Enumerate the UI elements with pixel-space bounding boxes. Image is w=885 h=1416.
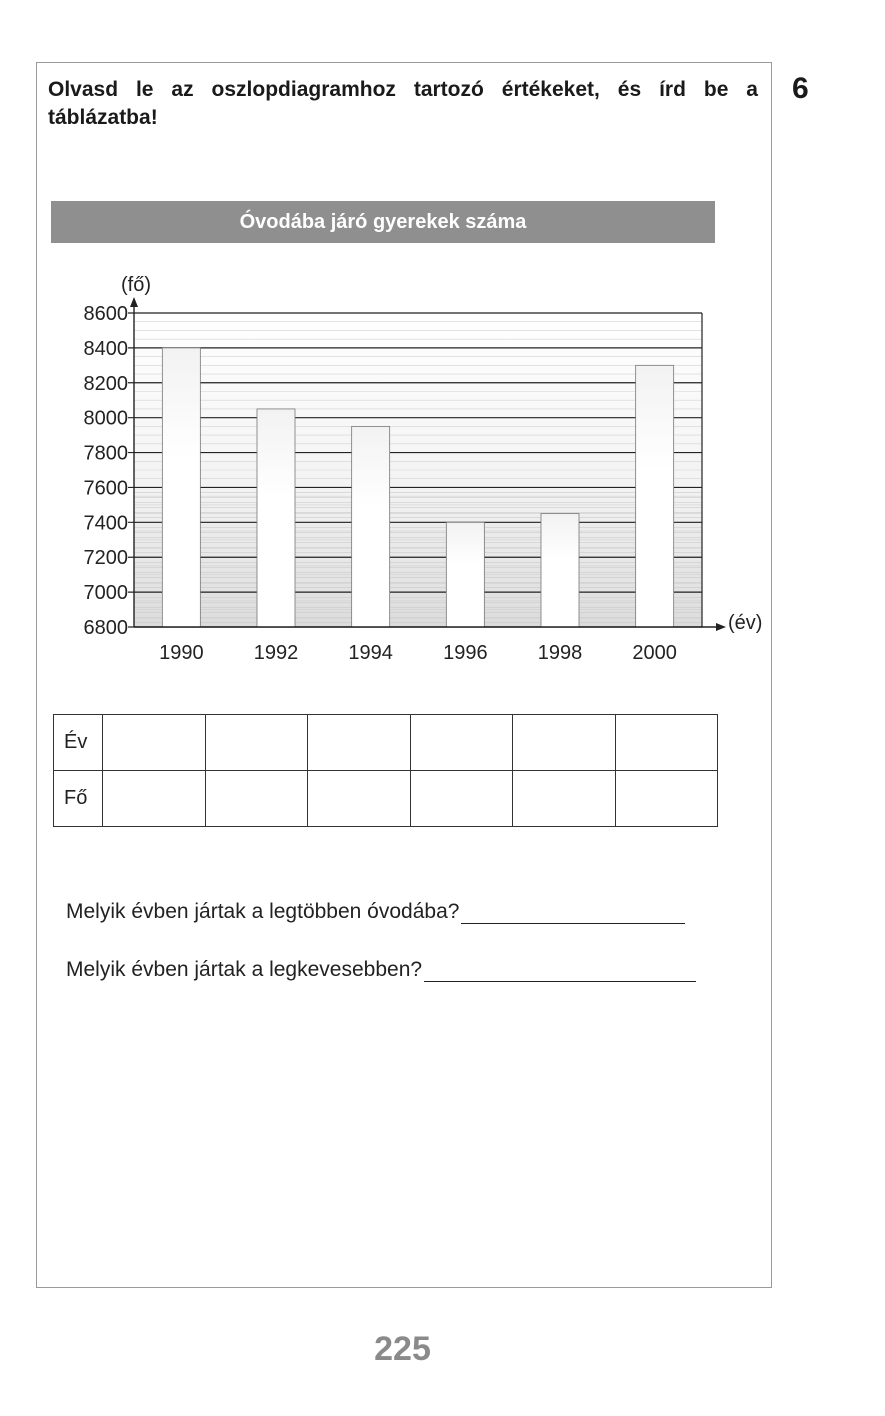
y-tick-label: 7400 [83, 512, 128, 535]
chart-title: Óvodába járó gyerekek száma [239, 210, 527, 233]
question-most-text: Melyik évben jártak a legtöbben óvodába? [66, 900, 460, 923]
y-tick-label: 8000 [83, 407, 128, 430]
bar-chart [0, 0, 885, 700]
bar-1998 [541, 514, 579, 627]
year-row [54, 715, 718, 771]
x-tick-label: 1992 [253, 642, 299, 664]
bar-1996 [446, 522, 484, 627]
bar-1994 [352, 426, 390, 627]
y-axis-label: (fő) [121, 274, 151, 296]
page-number: 225 [374, 1330, 431, 1368]
bar-1992 [257, 409, 295, 627]
y-tick-label: 6800 [83, 617, 128, 639]
x-tick-label: 1994 [348, 642, 393, 664]
question-most [66, 900, 685, 924]
count-cell[interactable] [205, 771, 308, 827]
count-row [54, 771, 718, 827]
y-tick-label: 7000 [83, 582, 128, 605]
year-cell[interactable] [308, 715, 411, 771]
answer-line-least[interactable] [424, 959, 696, 982]
year-cell[interactable] [205, 715, 308, 771]
y-tick-label: 8200 [83, 372, 128, 395]
question-least-text: Melyik évben jártak a legkevesebben? [66, 958, 423, 981]
y-tick-label: 7600 [83, 477, 128, 500]
x-axis-arrow [716, 623, 726, 631]
answer-line-most[interactable] [461, 901, 685, 924]
count-cell[interactable] [513, 771, 616, 827]
y-axis-arrow [130, 297, 138, 307]
y-tick-label: 7800 [83, 442, 128, 465]
x-tick-label: 1990 [159, 642, 204, 664]
count-cell[interactable] [615, 771, 718, 827]
count-cell[interactable] [103, 771, 206, 827]
x-axis-label: (év) [728, 612, 763, 634]
x-tick-label: 1996 [443, 642, 488, 664]
year-cell[interactable] [513, 715, 616, 771]
year-row-label: Év [54, 715, 103, 771]
instruction-text: Olvasd le az oszlopdiagramhoz tartozó értékeket, és írd be a táblázatba! [48, 78, 758, 129]
year-cell[interactable] [410, 715, 513, 771]
count-row-label: Fő [54, 771, 103, 827]
count-cell[interactable] [308, 771, 411, 827]
question-least [66, 958, 696, 982]
task-number: 6 [792, 72, 809, 105]
bar-2000 [636, 365, 674, 627]
x-tick-label: 2000 [632, 642, 677, 664]
y-tick-label: 7200 [83, 547, 128, 570]
year-cell[interactable] [615, 715, 718, 771]
year-cell[interactable] [103, 715, 206, 771]
count-cell[interactable] [410, 771, 513, 827]
y-tick-label: 8600 [83, 303, 128, 325]
bar-1990 [162, 348, 200, 627]
answer-table [53, 714, 718, 827]
x-tick-label: 1998 [537, 642, 583, 664]
y-tick-label: 8400 [83, 337, 128, 360]
